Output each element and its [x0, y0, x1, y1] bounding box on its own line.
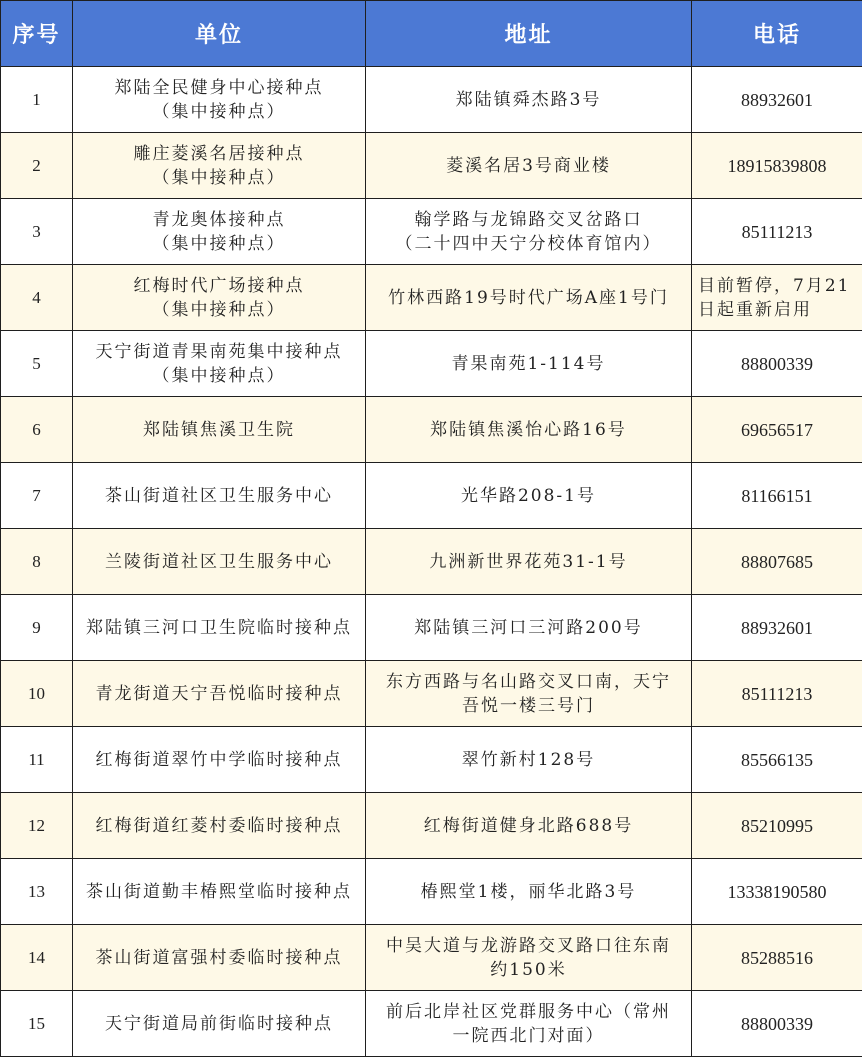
cell-index: 5: [1, 331, 73, 397]
cell-unit-line: （集中接种点）: [152, 365, 286, 386]
cell-unit-line: 红梅街道翠竹中学临时接种点: [95, 749, 343, 770]
cell-phone: [692, 397, 862, 463]
table-row: [1, 793, 862, 859]
cell-phone-line: 88932601: [741, 89, 813, 110]
cell-phone: [692, 991, 862, 1057]
cell-address-line: 中吴大道与龙游路交叉路口往东南: [386, 935, 671, 956]
cell-unit: [73, 595, 366, 661]
cell-unit: [73, 397, 366, 463]
cell-unit-line: 青龙奥体接种点: [152, 209, 286, 230]
cell-index: 6: [1, 397, 73, 463]
table-header-row: [1, 1, 862, 67]
cell-address: [366, 991, 692, 1057]
cell-index: 4: [1, 265, 73, 331]
cell-phone: [692, 331, 862, 397]
cell-unit-line: （集中接种点）: [152, 233, 286, 254]
cell-address-line: 竹林西路19号时代广场A座1号门: [388, 287, 669, 308]
cell-unit-line: 茶山街道富强村委临时接种点: [95, 947, 343, 968]
cell-address-line: 翰学路与龙锦路交叉岔路口: [414, 209, 643, 230]
cell-unit-line: 雕庄菱溪名居接种点: [133, 143, 305, 164]
cell-phone-line: 88800339: [741, 353, 813, 374]
header-index: 序号: [1, 1, 73, 67]
cell-address: [366, 133, 692, 199]
table-row: [1, 595, 862, 661]
cell-phone-line: 88800339: [741, 1013, 813, 1034]
cell-address: [366, 397, 692, 463]
cell-address-line: 约150米: [490, 959, 567, 980]
cell-unit-line: 青龙街道天宁吾悦临时接种点: [95, 683, 343, 704]
table-row: [1, 265, 862, 331]
cell-unit: [73, 265, 366, 331]
cell-unit: [73, 67, 366, 133]
cell-address: [366, 661, 692, 727]
cell-unit-line: （集中接种点）: [152, 299, 286, 320]
cell-phone: [692, 67, 862, 133]
cell-phone: [692, 133, 862, 199]
cell-address: [366, 265, 692, 331]
cell-address: [366, 793, 692, 859]
cell-phone-line: 18915839808: [727, 155, 827, 176]
cell-address-line: 前后北岸社区党群服务中心（常州: [386, 1001, 671, 1022]
cell-address-line: 一院西北门对面）: [452, 1025, 605, 1046]
cell-address: [366, 331, 692, 397]
table-row: [1, 331, 862, 397]
header-address: 地址: [366, 1, 692, 67]
cell-unit: [73, 133, 366, 199]
cell-index: 8: [1, 529, 73, 595]
table-row: [1, 859, 862, 925]
table-row: [1, 991, 862, 1057]
table-row: [1, 727, 862, 793]
cell-unit: [73, 529, 366, 595]
cell-index: 9: [1, 595, 73, 661]
cell-phone-line: 88807685: [741, 551, 813, 572]
cell-index: 2: [1, 133, 73, 199]
cell-phone-line: 69656517: [741, 419, 813, 440]
cell-address-line: 郑陆镇舜杰路3号: [455, 89, 602, 110]
cell-index: 1: [1, 67, 73, 133]
cell-unit-line: 郑陆全民健身中心接种点: [114, 77, 324, 98]
cell-phone-line: 85111213: [741, 221, 813, 242]
cell-phone: [692, 793, 862, 859]
table-row: [1, 529, 862, 595]
cell-address-line: （二十四中天宁分校体育馆内）: [395, 233, 662, 254]
cell-unit: [73, 661, 366, 727]
cell-address: [366, 463, 692, 529]
cell-phone: [692, 661, 862, 727]
cell-phone-line: 81166151: [741, 485, 813, 506]
cell-unit: [73, 991, 366, 1057]
cell-phone-line: 目前暂停，7月21: [698, 275, 851, 296]
cell-address-line: 菱溪名居3号商业楼: [446, 155, 611, 176]
cell-address-line: 九洲新世界花苑31-1号: [429, 551, 628, 572]
cell-phone-line: 88932601: [741, 617, 813, 638]
cell-address-line: 椿熙堂1楼，丽华北路3号: [420, 881, 637, 902]
cell-address: [366, 199, 692, 265]
cell-address-line: 郑陆镇三河口三河路200号: [414, 617, 643, 638]
cell-index: 15: [1, 991, 73, 1057]
cell-unit-line: 郑陆镇焦溪卫生院: [143, 419, 295, 440]
cell-unit-line: 红梅街道红菱村委临时接种点: [95, 815, 343, 836]
cell-address-line: 东方西路与名山路交叉口南，天宁: [386, 671, 671, 692]
cell-address: [366, 529, 692, 595]
cell-phone-line: 13338190580: [727, 881, 827, 902]
cell-unit: [73, 793, 366, 859]
cell-unit-line: 天宁街道青果南苑集中接种点: [95, 341, 343, 362]
cell-address: [366, 595, 692, 661]
cell-address: [366, 67, 692, 133]
cell-unit: [73, 463, 366, 529]
cell-address: [366, 925, 692, 991]
cell-phone-line: 85210995: [741, 815, 813, 836]
cell-phone: [692, 199, 862, 265]
table-row: [1, 661, 862, 727]
cell-unit: [73, 727, 366, 793]
cell-phone-line: 85566135: [741, 749, 813, 770]
cell-phone: [692, 727, 862, 793]
cell-index: 14: [1, 925, 73, 991]
cell-unit-line: 茶山街道勤丰椿熙堂临时接种点: [86, 881, 352, 902]
cell-index: 13: [1, 859, 73, 925]
header-phone: 电话: [692, 1, 862, 67]
cell-address-line: 吾悦一楼三号门: [462, 695, 595, 716]
cell-phone: [692, 925, 862, 991]
cell-address-line: 翠竹新村128号: [461, 749, 596, 770]
table-row: [1, 199, 862, 265]
cell-unit-line: （集中接种点）: [152, 167, 286, 188]
cell-unit: [73, 859, 366, 925]
cell-address-line: 郑陆镇焦溪怡心路16号: [430, 419, 627, 440]
cell-phone: [692, 265, 862, 331]
table-row: [1, 133, 862, 199]
cell-phone-line: 日起重新启用: [698, 299, 812, 320]
header-unit: 单位: [73, 1, 366, 67]
table-row: [1, 463, 862, 529]
table-body: [1, 67, 862, 1057]
cell-phone: [692, 859, 862, 925]
cell-address-line: 红梅街道健身北路688号: [423, 815, 634, 836]
cell-unit: [73, 331, 366, 397]
cell-unit: [73, 199, 366, 265]
cell-unit-line: 茶山街道社区卫生服务中心: [105, 485, 333, 506]
cell-address-line: 光华路208-1号: [460, 485, 596, 506]
cell-phone-line: 85111213: [741, 683, 813, 704]
cell-index: 12: [1, 793, 73, 859]
cell-address-line: 青果南苑1-114号: [451, 353, 606, 374]
cell-phone-line: 85288516: [741, 947, 813, 968]
table-row: [1, 925, 862, 991]
cell-phone: [692, 529, 862, 595]
cell-index: 10: [1, 661, 73, 727]
cell-address: [366, 727, 692, 793]
cell-address: [366, 859, 692, 925]
table-row: [1, 67, 862, 133]
cell-unit-line: 郑陆镇三河口卫生院临时接种点: [86, 617, 352, 638]
cell-phone: [692, 463, 862, 529]
cell-unit-line: 兰陵街道社区卫生服务中心: [105, 551, 333, 572]
cell-unit-line: 红梅时代广场接种点: [133, 275, 305, 296]
cell-index: 7: [1, 463, 73, 529]
cell-unit-line: （集中接种点）: [152, 101, 286, 122]
cell-phone: [692, 595, 862, 661]
cell-index: 3: [1, 199, 73, 265]
cell-unit: [73, 925, 366, 991]
table-row: [1, 397, 862, 463]
cell-unit-line: 天宁街道局前街临时接种点: [105, 1013, 333, 1034]
cell-index: 11: [1, 727, 73, 793]
